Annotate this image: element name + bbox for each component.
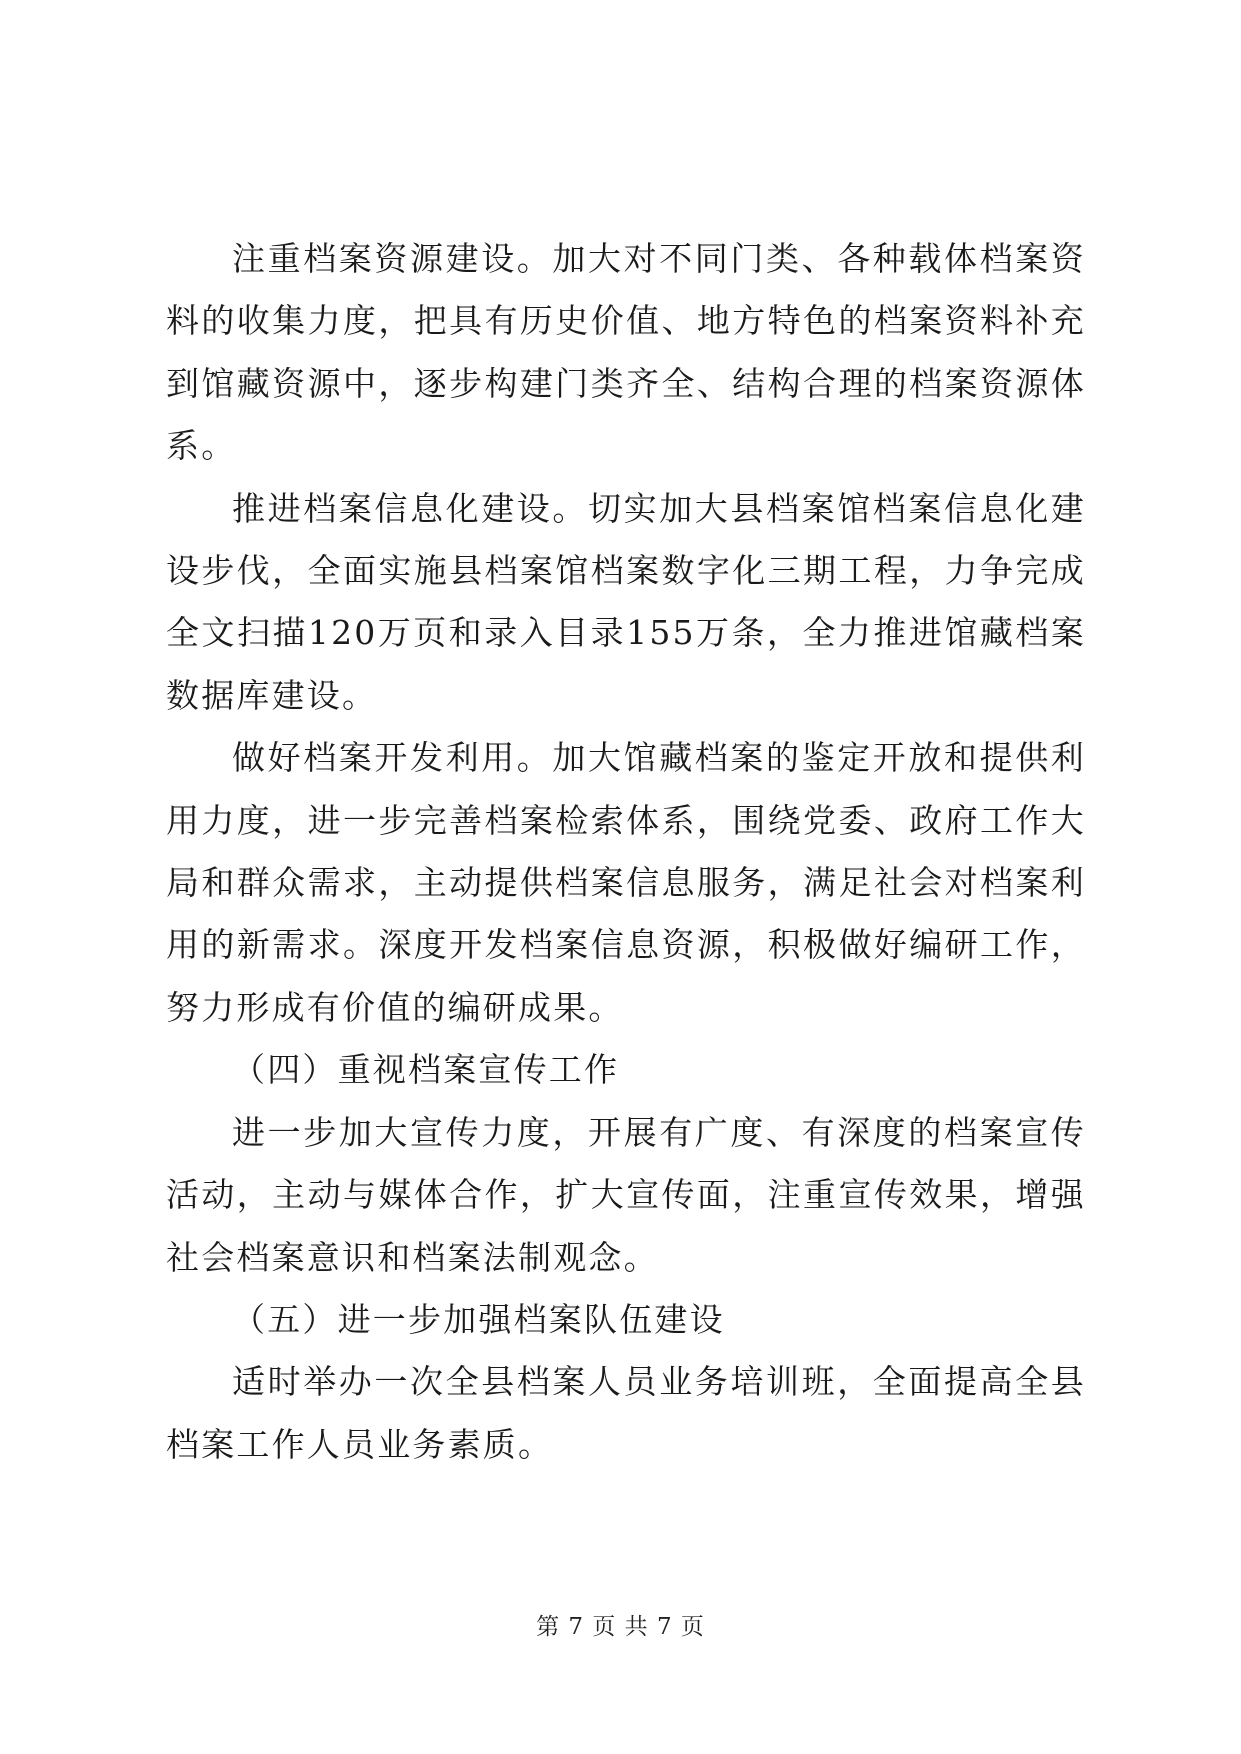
section-heading-team-building: （五）进一步加强档案队伍建设 bbox=[232, 1299, 725, 1339]
paragraph-archive-utilization: 做好档案开发利用。加大馆藏档案的鉴定开放和提供利用力度，进一步完善档案检索体系，围绕党委、政府工作大局和群众需求，主动提供档案信息服务，满足社会对档案利用的新需求。深度开发档案信息资源，积极做好编研工作，努力形成有价值的编研成果。 bbox=[166, 738, 1086, 1027]
paragraph-archive-resources: 注重档案资源建设。加大对不同门类、各种载体档案资料的收集力度，把具有历史价值、地方特色的档案资料补充到馆藏资源中，逐步构建门类齐全、结构合理的档案资源体系。 bbox=[166, 239, 1086, 466]
section-heading-publicity: （四）重视档案宣传工作 bbox=[232, 1050, 620, 1090]
paragraph-training: 适时举办一次全县档案人员业务培训班，全面提高全县档案工作人员业务素质。 bbox=[166, 1362, 1086, 1464]
page-number-footer: 第 7 页 共 7 页 bbox=[536, 1614, 705, 1640]
document-body bbox=[166, 228, 1086, 1476]
paragraph-archive-informatization: 推进档案信息化建设。切实加大县档案馆档案信息化建设步伐，全面实施县档案馆档案数字化三期工程，力争完成全文扫描120万页和录入目录155万条，全力推进馆藏档案数据库建设。 bbox=[166, 488, 1086, 715]
paragraph-publicity: 进一步加大宣传力度，开展有广度、有深度的档案宣传活动，主动与媒体合作，扩大宣传面，注重宣传效果，增强社会档案意识和档案法制观念。 bbox=[166, 1112, 1086, 1277]
